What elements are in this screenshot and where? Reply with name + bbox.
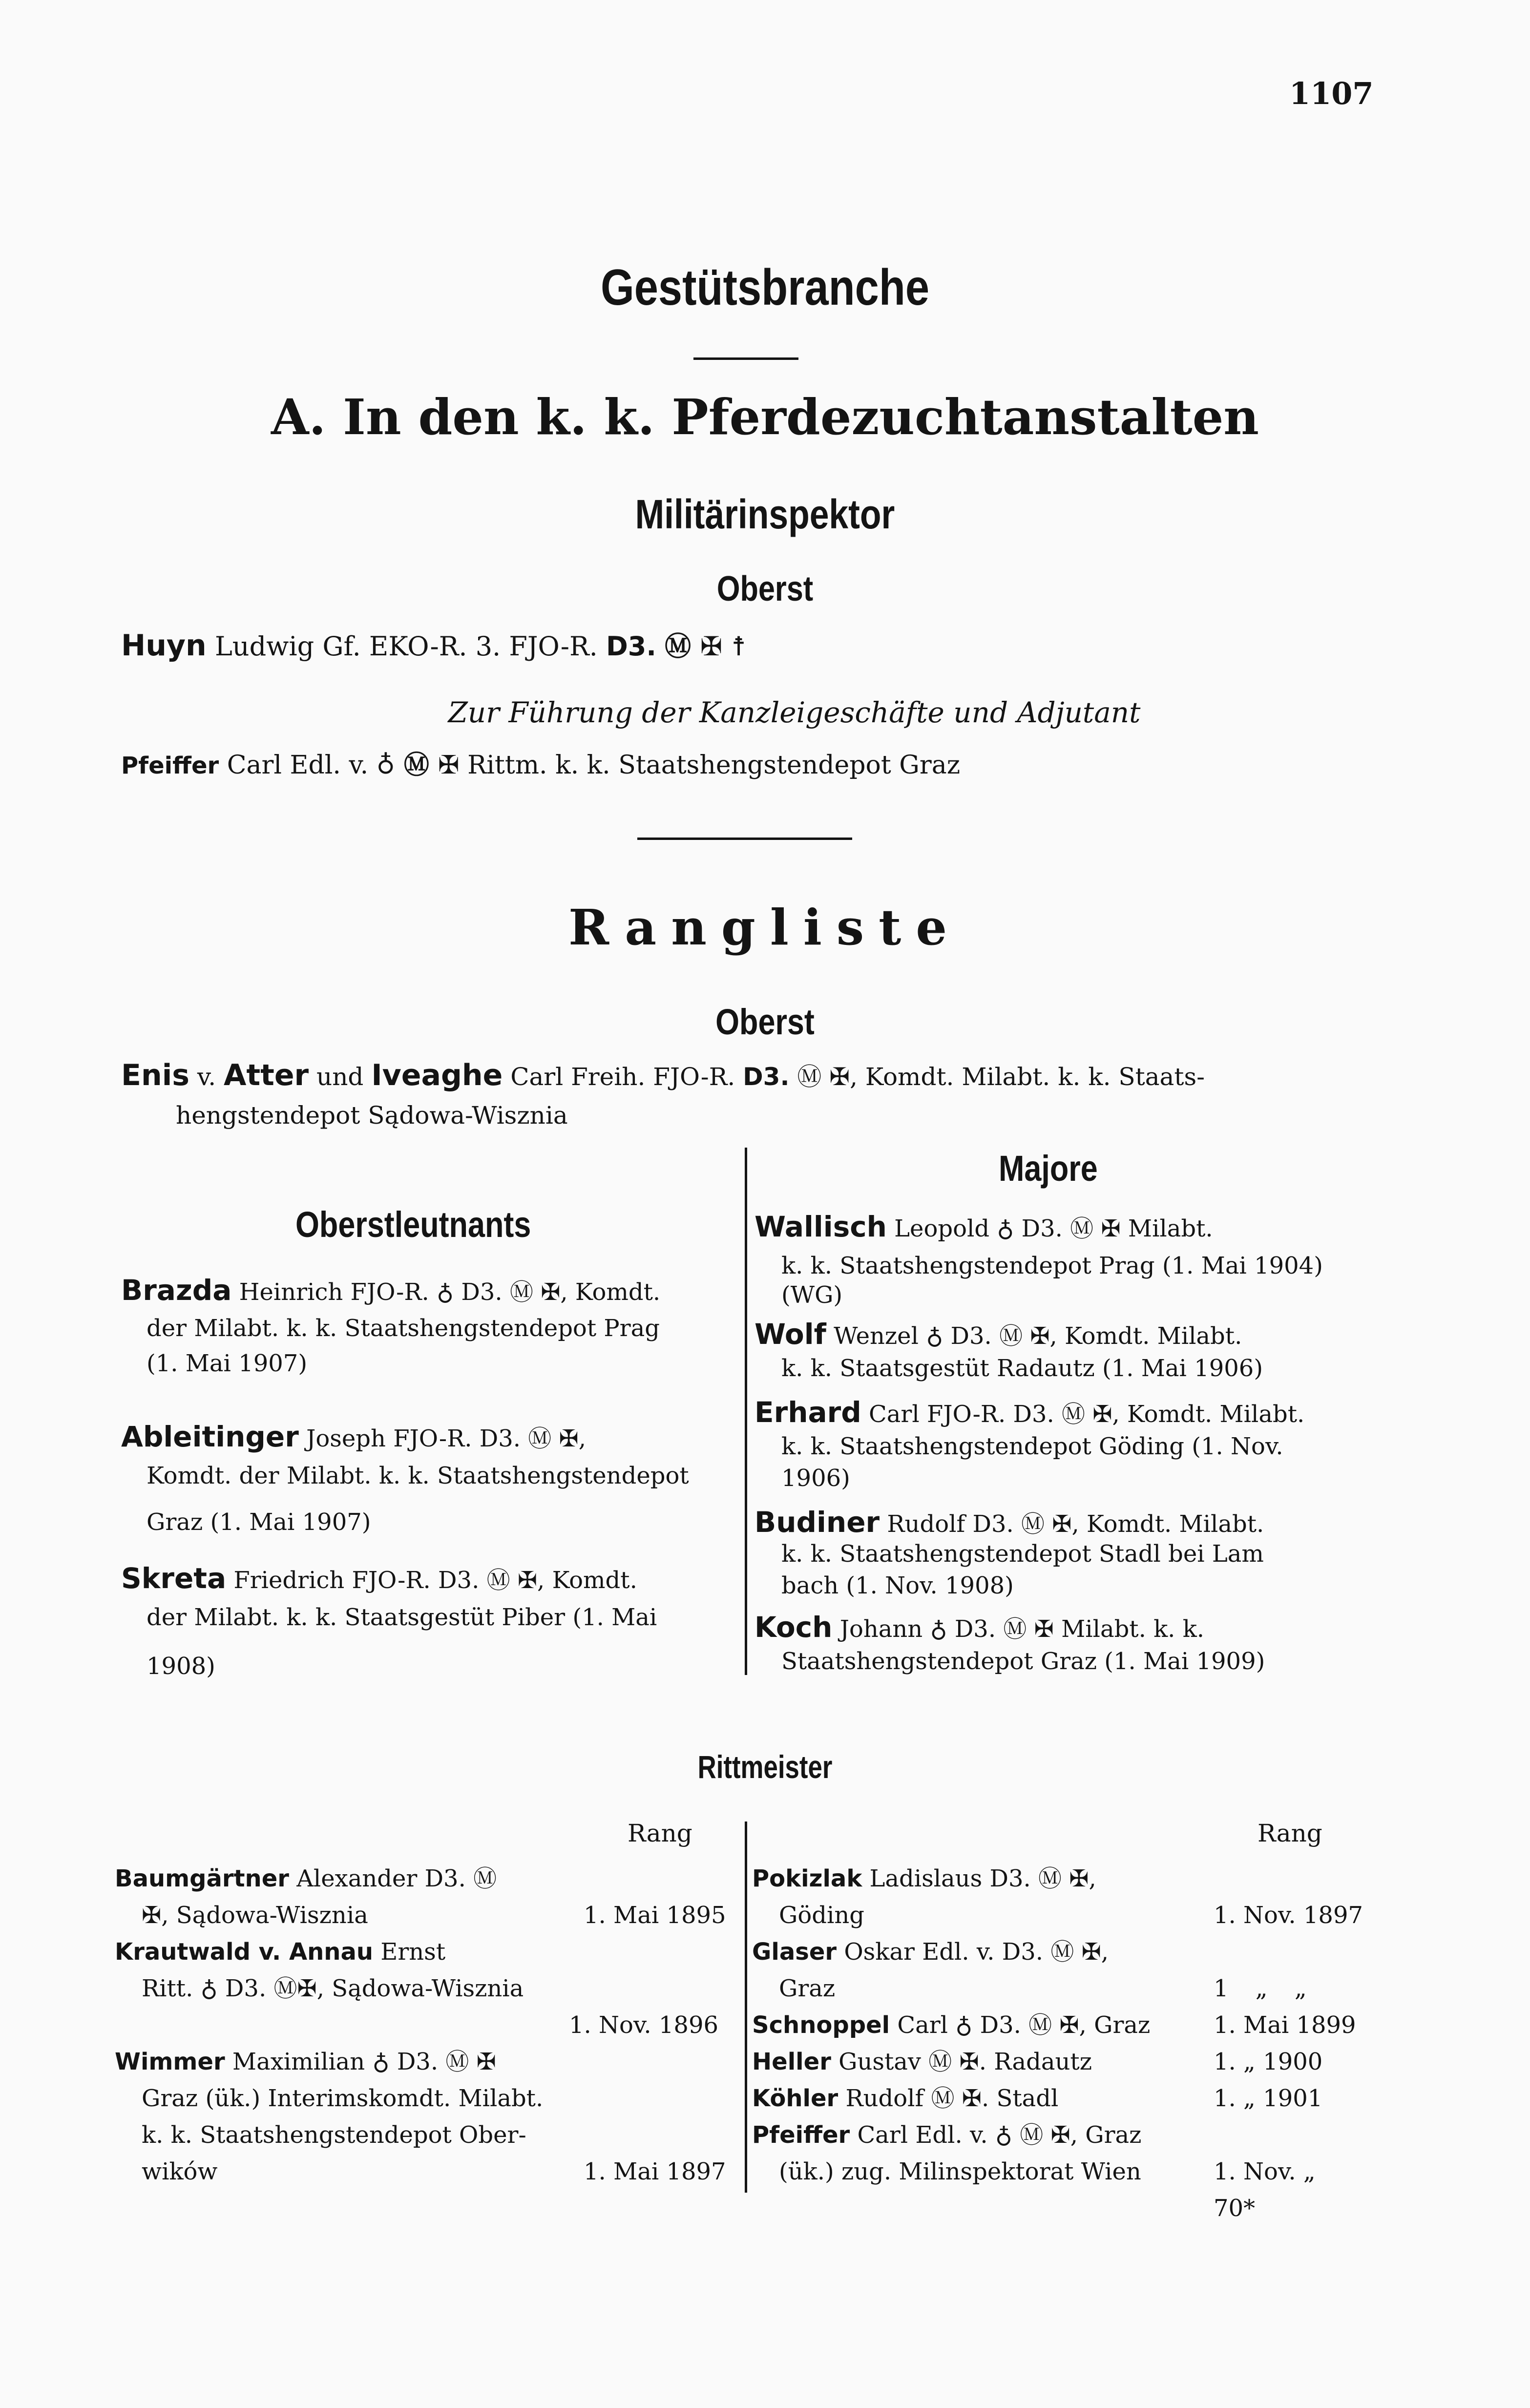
pfeiffer-adjutant-rest: Carl Edl. v. <box>227 751 369 780</box>
koch-line-1: Johann ♁ D3. Ⓜ ✠ Milabt. k. k. <box>839 1615 1205 1643</box>
glaser-entry <box>752 1936 1109 1968</box>
heller-name: Heller <box>752 2048 831 2075</box>
huyn-entry <box>121 630 746 662</box>
erhard-entry <box>755 1397 1304 1430</box>
column-divider-bottom <box>745 1822 747 2193</box>
militaerinspektor-heading: Militärinspektor <box>635 491 895 537</box>
skreta-line-2: der Milabt. k. k. Staatsgestüt Piber (1. Mai <box>147 1604 657 1631</box>
brazda-name: Brazda <box>121 1274 232 1307</box>
wallisch-line-2: k. k. Staatshengstendepot Prag (1. Mai 1904) <box>781 1252 1323 1279</box>
rittmeister-heading: Rittmeister <box>697 1749 833 1785</box>
wolf-line-1: Wenzel ♁ D3. Ⓜ ✠, Komdt. Milabt. <box>834 1322 1242 1350</box>
krautwald-name: Krautwald v. Annau <box>115 1938 374 1966</box>
brazda-line-2: der Milabt. k. k. Staatshengstendepot Prag <box>147 1315 660 1342</box>
heller-line-1: Gustav Ⓜ ✠. Radautz <box>838 2048 1092 2075</box>
rang-label-right: Rang <box>1258 1819 1322 1847</box>
oberstleutnants-heading: Oberstleutnants <box>295 1204 531 1245</box>
wallisch-name: Wallisch <box>755 1210 887 1243</box>
brazda-line-1: Heinrich FJO-R. ♁ D3. Ⓜ ✠, Komdt. <box>239 1278 661 1306</box>
heller-entry <box>752 2046 1092 2077</box>
schnoppel-entry <box>752 2010 1150 2041</box>
huyn-d3: D3. <box>606 631 656 662</box>
enis-rest: Carl Freih. FJO-R. <box>510 1063 735 1091</box>
page-number: 1107 <box>1289 76 1374 111</box>
koehler-entry <box>752 2083 1058 2114</box>
pfeiffer-rittm-rang: 1. Nov. „ <box>1214 2158 1316 2185</box>
schnoppel-rang: 1. Mai 1899 <box>1214 2011 1356 2039</box>
enis-name-3: Iveaghe <box>371 1058 503 1092</box>
koch-entry <box>755 1612 1204 1645</box>
wolf-entry <box>755 1319 1242 1352</box>
schnoppel-line-1: Carl ♁ D3. Ⓜ ✠, Graz <box>897 2011 1151 2039</box>
glaser-name: Glaser <box>752 1938 837 1966</box>
brazda-entry <box>121 1275 660 1308</box>
baumgaertner-rang: 1. Mai 1895 <box>584 1902 726 1929</box>
pokizlak-line-1: Ladislaus D3. Ⓜ ✠, <box>869 1865 1096 1892</box>
baumgaertner-line-1: Alexander D3. Ⓜ <box>296 1865 497 1892</box>
budiner-entry <box>755 1507 1264 1540</box>
enis-und: und <box>316 1063 364 1091</box>
krautwald-line-1: Ernst <box>380 1938 446 1966</box>
enis-v: v. <box>197 1063 216 1091</box>
huyn-rest: Ludwig Gf. EKO-R. 3. FJO-R. <box>214 631 598 662</box>
budiner-line-3: bach (1. Nov. 1908) <box>781 1572 1014 1599</box>
erhard-name: Erhard <box>755 1396 861 1429</box>
erhard-line-2: k. k. Staatshengstendepot Göding (1. Nov. <box>781 1433 1283 1460</box>
pfeiffer-rittm-line-1: Carl Edl. v. ♁ Ⓜ ✠, Graz <box>857 2121 1142 2149</box>
wimmer-entry <box>115 2046 496 2077</box>
enis-d3: D3. <box>743 1063 790 1091</box>
wimmer-line-3: k. k. Staatshengstendepot Ober- <box>142 2121 526 2149</box>
wimmer-line-2: Graz (ük.) Interimskomdt. Milabt. <box>142 2085 544 2112</box>
brazda-line-3: (1. Mai 1907) <box>147 1350 308 1377</box>
skreta-line-3: 1908) <box>147 1653 215 1680</box>
pokizlak-rang: 1. Nov. 1897 <box>1214 1902 1363 1929</box>
enis-entry <box>121 1060 1205 1092</box>
page-title: Gestütsbranche <box>600 259 930 316</box>
glaser-line-2: Graz <box>779 1975 836 2002</box>
huyn-symbols: Ⓜ ✠ ☨ <box>665 631 746 662</box>
wimmer-rang: 1. Mai 1897 <box>584 2158 726 2185</box>
pfeiffer-adjutant-entry <box>121 750 960 781</box>
skreta-line-1: Friedrich FJO-R. D3. Ⓜ ✠, Komdt. <box>233 1567 637 1594</box>
baumgaertner-name: Baumgärtner <box>115 1865 289 1892</box>
budiner-line-1: Rudolf D3. Ⓜ ✠, Komdt. Milabt. <box>887 1510 1264 1538</box>
koehler-name: Köhler <box>752 2085 838 2112</box>
krautwald-rang: 1. Nov. 1896 <box>569 2011 719 2039</box>
heller-rang: 1. „ 1900 <box>1214 2048 1323 2075</box>
majore-heading: Majore <box>999 1148 1098 1189</box>
enis-tail: Ⓜ ✠, Komdt. Milabt. k. k. Staats- <box>797 1063 1205 1091</box>
baumgaertner-entry <box>115 1863 497 1894</box>
ableitinger-entry <box>121 1421 586 1454</box>
wimmer-name: Wimmer <box>115 2048 225 2075</box>
ableitinger-line-2: Komdt. der Milabt. k. k. Staatshengstendepot <box>147 1462 689 1489</box>
pokizlak-name: Pokizlak <box>752 1865 862 1892</box>
wallisch-entry <box>755 1211 1213 1244</box>
skreta-name: Skreta <box>121 1562 227 1595</box>
pokizlak-entry <box>752 1863 1096 1894</box>
enis-name-1: Enis <box>121 1058 189 1092</box>
budiner-line-2: k. k. Staatshengstendepot Stadl bei Lam <box>781 1540 1264 1568</box>
ableitinger-name: Ableitinger <box>121 1420 299 1453</box>
title-rule <box>693 357 798 360</box>
wallisch-line-3: (WG) <box>781 1281 843 1309</box>
enis-name-2: Atter <box>224 1058 309 1092</box>
wallisch-line-1: Leopold ♁ D3. Ⓜ ✠ Milabt. <box>894 1215 1213 1242</box>
ableitinger-line-3: Graz (1. Mai 1907) <box>147 1508 371 1536</box>
pfeiffer-adjutant-symbols: ♁ Ⓜ ✠ <box>376 751 460 780</box>
krautwald-entry <box>115 1936 445 1968</box>
baumgaertner-line-2: ✠, Sądowa-Wisznia <box>142 1902 368 1929</box>
rang-label-left: Rang <box>628 1819 692 1847</box>
koehler-rang: 1. „ 1901 <box>1214 2085 1323 2112</box>
militaerinspektor-rank: Oberst <box>716 569 814 608</box>
rangliste-oberst-heading: Oberst <box>715 1002 815 1042</box>
pfeiffer-rittm-name: Pfeiffer <box>752 2121 850 2149</box>
pfeiffer-adjutant-name: Pfeiffer <box>121 752 219 779</box>
budiner-name: Budiner <box>755 1506 880 1539</box>
wimmer-line-4: wików <box>142 2158 218 2185</box>
pfeiffer-rittm-extra: 70* <box>1214 2195 1256 2222</box>
huyn-name: Huyn <box>121 628 207 663</box>
adjutant-heading: Zur Führung der Kanzleigeschäfte und Adjutant <box>448 696 1141 729</box>
schnoppel-name: Schnoppel <box>752 2011 890 2039</box>
ableitinger-line-1: Joseph FJO-R. D3. Ⓜ ✠, <box>306 1425 587 1452</box>
wimmer-line-1: Maximilian ♁ D3. Ⓜ ✠ <box>232 2048 496 2075</box>
wolf-name: Wolf <box>755 1318 826 1351</box>
erhard-line-3: 1906) <box>781 1465 850 1492</box>
glaser-line-1: Oskar Edl. v. D3. Ⓜ ✠, <box>844 1938 1109 1966</box>
section-a-heading: A. In den k. k. Pferdezuchtanstalten <box>271 388 1259 446</box>
column-divider-top <box>745 1148 747 1675</box>
pfeiffer-rittm-line-2: (ük.) zug. Milinspektorat Wien <box>779 2158 1141 2185</box>
pfeiffer-adjutant-tail: Rittm. k. k. Staatshengstendepot Graz <box>467 751 961 780</box>
skreta-entry <box>121 1563 637 1596</box>
section-rule <box>637 838 852 840</box>
pfeiffer-rittm-entry <box>752 2119 1141 2151</box>
erhard-line-1: Carl FJO-R. D3. Ⓜ ✠, Komdt. Milabt. <box>869 1401 1305 1428</box>
koch-name: Koch <box>755 1611 833 1644</box>
wolf-line-2: k. k. Staatsgestüt Radautz (1. Mai 1906) <box>781 1355 1263 1382</box>
krautwald-line-2: Ritt. ♁ D3. Ⓜ✠, Sądowa-Wisznia <box>142 1975 524 2002</box>
pokizlak-line-2: Göding <box>779 1902 864 1929</box>
enis-line-2: hengstendepot Sądowa-Wisznia <box>176 1101 568 1130</box>
glaser-rang: 1 „ „ <box>1214 1975 1317 2002</box>
koch-line-2: Staatshengstendepot Graz (1. Mai 1909) <box>781 1648 1265 1675</box>
koehler-line-1: Rudolf Ⓜ ✠. Stadl <box>845 2085 1059 2112</box>
rangliste-heading: Rangliste <box>568 899 962 956</box>
